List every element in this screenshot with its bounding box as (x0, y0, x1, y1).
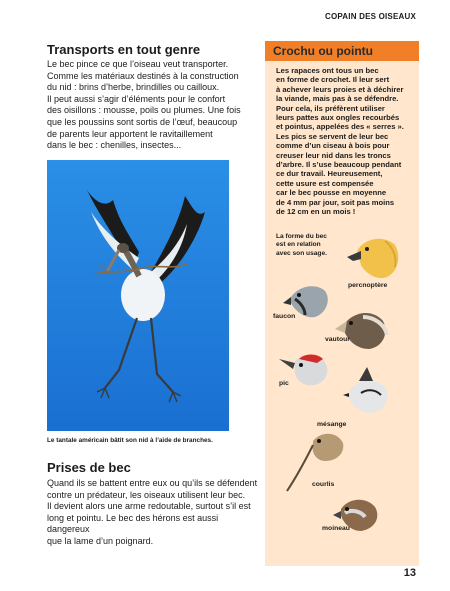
sidebar-line: et pointus, appelées des « serres ». (276, 122, 404, 132)
section-body-transports (47, 59, 257, 152)
sidebar-line: à achever leurs proies et à déchirer (276, 84, 404, 94)
body-line: des oisillons : mousse, poils ou plumes. Une fois (47, 105, 241, 116)
photo-caption: Le tantale américain bâtit son nid à l’aide de branches. (47, 437, 213, 444)
sidebar-box (265, 41, 419, 566)
sidebar-line: d’arbre. Il s’use beaucoup pendant (276, 160, 402, 170)
sidebar-line: de 4 mm par jour, soit pas moins (276, 197, 395, 207)
intro-line: est en relation (276, 241, 321, 249)
section-heading-prises: Prises de bec (47, 460, 131, 475)
sidebar-line: ce dur travail. Heureusement, (276, 169, 383, 179)
body-line: Quand ils se battent entre eux ou qu’ils se défendent (47, 478, 258, 488)
sidebar-line: de 12 cm en un mois ! (276, 207, 356, 217)
sidebar-line: car le bec pousse en moyenne (276, 188, 387, 198)
body-line: Comme les matériaux destinés à la construction (47, 70, 239, 81)
intro-line: avec son usage. (276, 249, 327, 257)
sidebar-line: comme d’un ciseau à bois pour (276, 141, 390, 151)
sidebar-line: leurs pattes aux ongles recourbés (276, 113, 400, 123)
section-body-prises (47, 478, 261, 548)
sidebar-title: Crochu ou pointu (273, 44, 373, 58)
body-line: que la lame d’un poignard. (47, 535, 154, 546)
sidebar-line: creuser leur nid dans les troncs (276, 150, 391, 160)
section-heading-transports: Transports en tout genre (47, 42, 201, 57)
sidebar-line: cette usure est compensée (276, 178, 374, 188)
label-mesange: mésange (317, 421, 347, 428)
label-faucon: faucon (273, 313, 296, 320)
body-line: que les poussins sont sortis de l’œuf, beaucoup (47, 116, 238, 127)
label-percnoptere: percnoptère (348, 282, 388, 289)
intro-line: La forme du bec (276, 233, 327, 240)
running-head: COPAIN DES OISEAUX (324, 12, 416, 21)
sidebar-line: Pour cela, ils préfèrent utiliser (276, 103, 385, 113)
body-line: long et pointu. Le bec des hérons est aussi dangereux (47, 512, 219, 535)
page-number: 13 (403, 567, 416, 579)
body-line: dans le bec : chenilles, insectes... (47, 140, 182, 151)
label-courlis: courlis (312, 481, 335, 488)
body-line: Il peut aussi s’agir d’éléments pour le confort (47, 93, 226, 104)
body-line: Le bec pince ce que l’oiseau veut transporter. (47, 59, 229, 69)
body-line: de parents leur apportent le ravitaillement (47, 128, 213, 139)
body-line: contre un prédateur, les oiseaux utilisent leur bec. (47, 489, 246, 500)
sidebar-line: la viande, mais pas à se défendre. (276, 94, 399, 104)
crested-tit-head-illustration (343, 367, 387, 413)
label-moineau: moineau (322, 525, 350, 532)
sidebar-line: Les pics se servent de leur bec (276, 131, 389, 141)
body-line: Il devient alors une arme redoutable, surtout s’il est (47, 501, 251, 512)
vulture-head-illustration (335, 313, 387, 349)
label-pic: pic (279, 380, 289, 387)
wood-stork-photo (47, 160, 229, 431)
sidebar-line: Les rapaces ont tous un bec (276, 66, 379, 75)
body-line: du nid : brins d’herbe, brindilles ou cailloux. (47, 82, 220, 93)
egyptian-vulture-head-illustration (347, 239, 398, 278)
label-vautour: vautour (325, 336, 350, 343)
sidebar-line: en forme de crochet. Il leur sert (276, 75, 390, 85)
